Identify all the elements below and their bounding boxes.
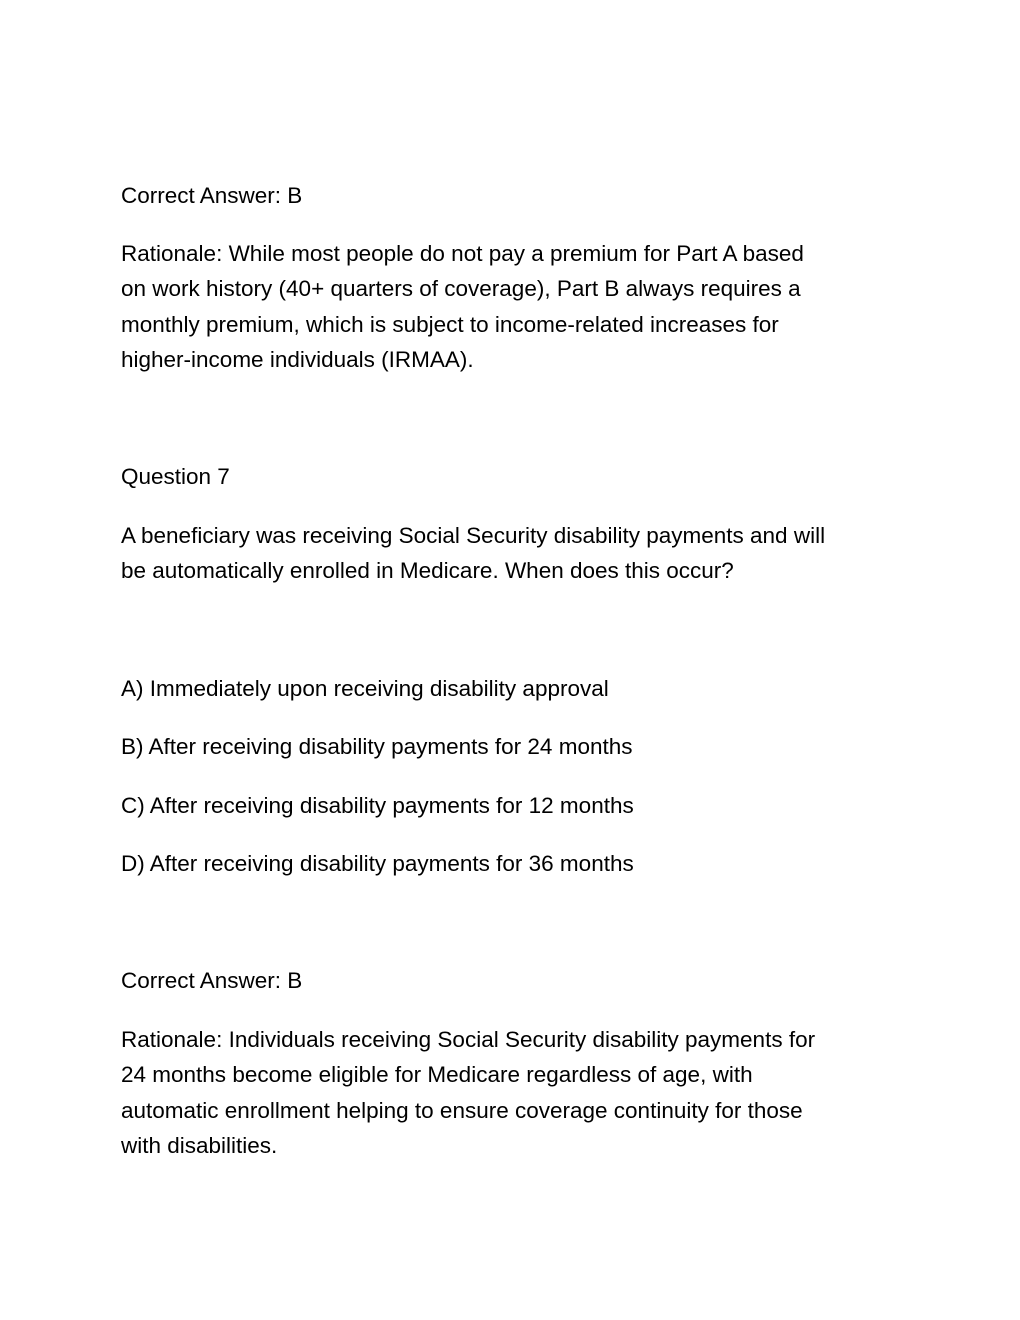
rationale-line-4: with disabilities. <box>121 1133 278 1158</box>
option-d: D) After receiving disability payments for 36 months <box>121 851 634 876</box>
option-b: B) After receiving disability payments for 24 months <box>121 734 633 759</box>
option-a: A) Immediately upon receiving disability approval <box>121 676 609 701</box>
question-text-line-1: A beneficiary was receiving Social Security disability payments and will <box>121 523 826 548</box>
question-title: Question 7 <box>121 464 230 489</box>
rationale-line-1: Rationale: Individuals receiving Social Security disability payments for <box>121 1027 816 1052</box>
previous-correct-answer: Correct Answer: B <box>121 183 303 208</box>
previous-rationale-line-3: monthly premium, which is subject to income-related increases for <box>121 312 779 337</box>
previous-rationale-line-2: on work history (40+ quarters of coverage), Part B always requires a <box>121 276 801 301</box>
question-text-line-2: be automatically enrolled in Medicare. When does this occur? <box>121 558 734 583</box>
previous-rationale-line-4: higher-income individuals (IRMAA). <box>121 347 474 372</box>
option-c: C) After receiving disability payments for 12 months <box>121 793 634 818</box>
rationale-line-2: 24 months become eligible for Medicare regardless of age, with <box>121 1062 753 1087</box>
previous-rationale-line-1: Rationale: While most people do not pay a premium for Part A based <box>121 241 804 266</box>
correct-answer: Correct Answer: B <box>121 968 303 993</box>
rationale-line-3: automatic enrollment helping to ensure coverage continuity for those <box>121 1098 803 1123</box>
